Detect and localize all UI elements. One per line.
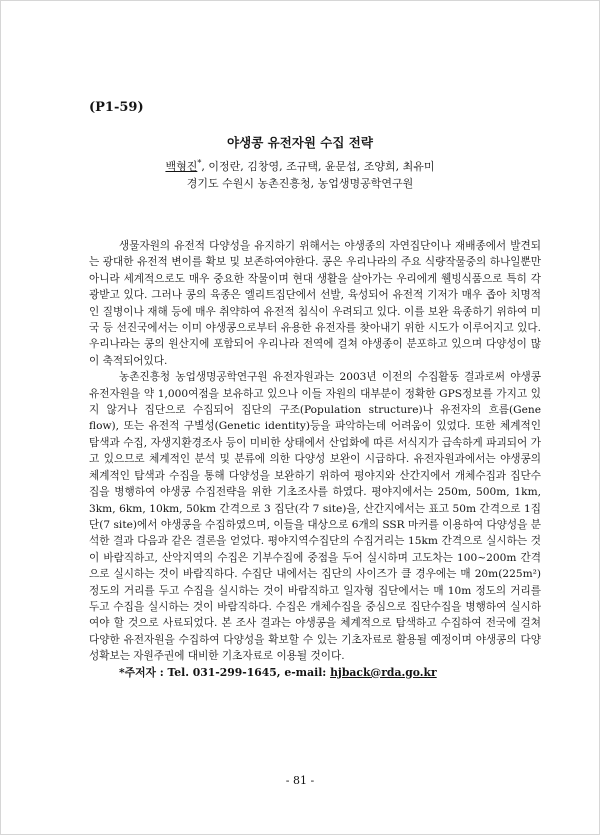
corresponding-author-contact [89, 665, 541, 681]
abstract-body [89, 238, 541, 681]
abstract-title: 야생콩 유전자원 수집 전략 [227, 135, 373, 150]
affiliation: 경기도 수원시 농촌진흥청, 농업생명공학연구원 [186, 177, 414, 190]
body-paragraph-1: 생물자원의 유전적 다양성을 유지하기 위해서는 야생종의 자연집단이나 재배종에서 발견되는 광대한 유전적 변이를 확보 및 보존하여야한다. 콩은 우리나라의 주요 식량작물중의 하나일뿐만 아니라 세계적으로도 매우 중요한 작물이며 현대 생활을 살아가는 우리에게 웰빙식품으로 특히 각광받고 있다. 그러나 콩의 육종은 엘리트집단에서 선발, 육성되어 유전적 기저가 매우 좁아 치명적인 질병이나 재해 등에 매우 취약하여 유전적 침식이 우려되고 있다. 이를 보완 육종하기 위하여 미국 등 선진국에서는 이미 야생콩으로부터 유용한 유전자를 찾아내기 위한 시도가 이루어지고 있다. 우리나라는 콩의 원산지에 포함되어 우리나라 전역에 걸쳐 야생종이 분포하고 있으며 다양성이 많이 축적되어있다. [89, 240, 541, 367]
session-code: (P1-59) [89, 100, 144, 115]
page-number: - 81 - [285, 774, 315, 787]
contact-prefix: *주저자 : Tel. 031-299-1645, e-mail: [119, 665, 327, 679]
body-paragraph-2: 농촌진흥청 농업생명공학연구원 유전자원과는 2003년 이전의 수집활동 결과로써 야생콩 유전자원을 약 1,000여점을 보유하고 있으나 이들 자원의 대부분이 정확한 GPS정보를 가지고 있지 않거나 집단으로 수집되어 집단의 구조(Population structure)나 유전자의 흐름(Gene flow), 또는 유전적 구별성(Genetic identity)등을 파악하는데 어려움이 있었다. 또한 체계적인 탐색과 수집, 자생지환경조사 등이 미비한 상태에서 산업화에 따른 서식지가 급속하게 파괴되어 가고 있으므로 체계적인 분석 및 분류에 의한 다양성 보완이 시급하다. 유전자원과에서는 야생콩의 체계적인 탐색과 수집을 통해 다양성을 보완하기 위하여 평야지와 산간지에서 개체수집과 집단수집을 병행하여 야생콩 수집전략을 위한 기초조사를 하였다. 평야지에서는 250m, 500m, 1km, 3km, 6km, 10km, 50km 간격으로 3 집단(각 7 site)을, 산간지에서는 표고 50m 간격으로 1집단(7 site)에서 야생콩을 수집하였으며, 이들을 대상으로 6개의 SSR 마커를 이용하여 다양성을 분석한 결과 다음과 같은 결론을 얻었다. 평야지역수집단의 수집거리는 15km 간격으로 실시하는 것이 바람직하고, 산악지역의 수집은 기부수집에 중점을 두어 실시하며 고도차는 100~200m 간격으로 실시하는 것이 바람직하다. 수집단 내에서는 집단의 사이즈가 클 경우에는 매 20m(225m²)정도의 거리를 두고 수집을 실시하는 것이 바람직하고 일자형 집단에서는 매 10m 정도의 거리를 두고 수집을 실시하는 것이 바람직하다. 수집은 개체수집을 중심으로 집단수집을 병행하여 실시하여야 할 것으로 사료되었다. 본 조사 결과는 야생콩을 체계적으로 탐색하고 수집하여 전국에 걸쳐 다양한 유전자원을 수집하여 다양성을 확보할 수 있는 기초자료로 활용될 예정이며 야생콩의 다양성확보는 자원주권에 대비한 기초자료로 이용될 것이다. [89, 371, 541, 663]
author-list [1, 159, 599, 175]
contact-email: hjback@rda.go.kr [330, 665, 437, 679]
first-author: 백형진 [165, 160, 198, 173]
corresponding-author-mark: * [197, 158, 202, 168]
co-authors: , 이정란, 김창영, 조규택, 윤문섭, 조양희, 최유미 [201, 160, 435, 173]
